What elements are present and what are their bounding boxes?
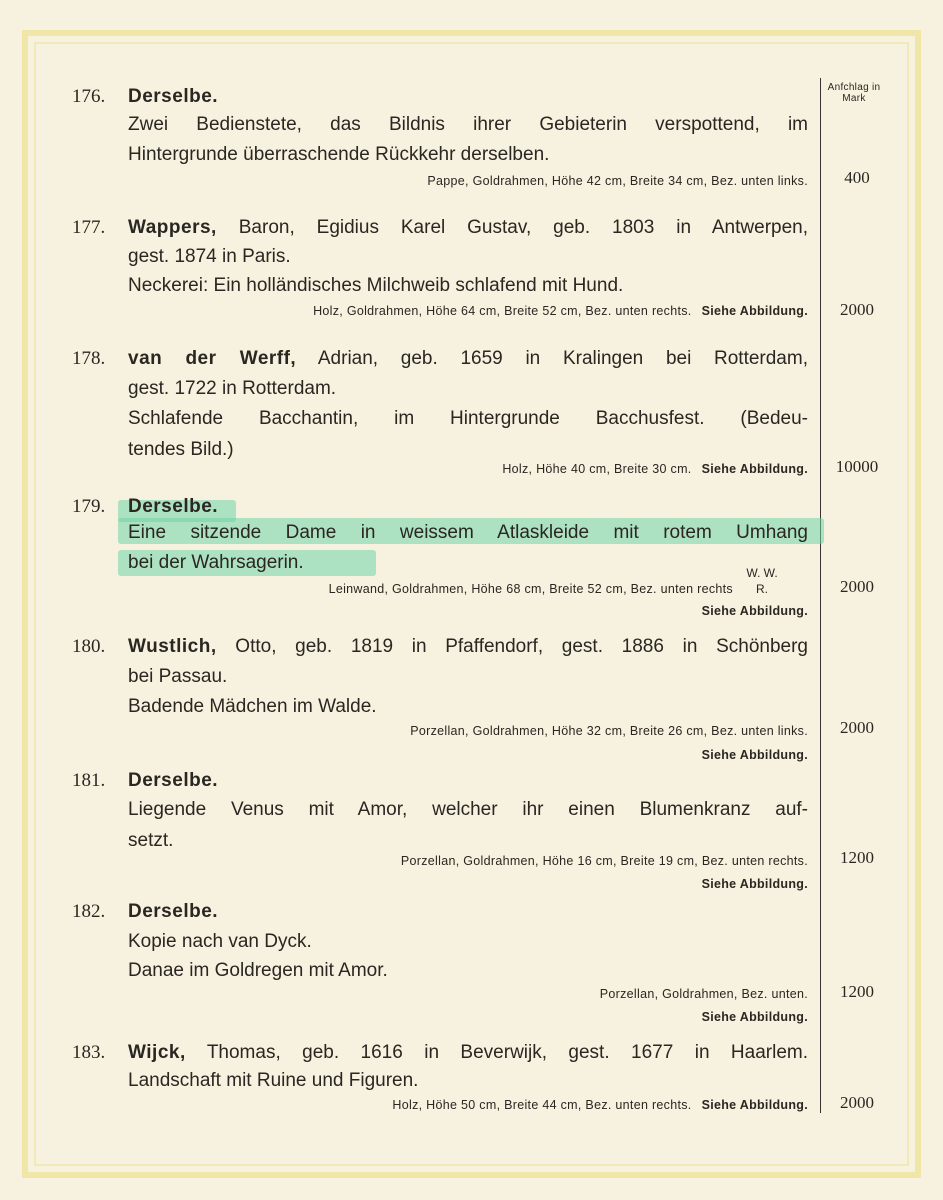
- artist-biography: Otto, geb. 1819 in Pfaffendorf, gest. 1886 in Schönberg: [216, 636, 808, 657]
- entry-number: 181.: [72, 770, 106, 791]
- artist-name: Derselbe.: [128, 770, 219, 791]
- entry-number: 179.: [72, 496, 106, 517]
- entry-description-line: Liegende Venus mit Amor, welcher ihr einen Blumenkranz auf-: [128, 799, 808, 820]
- entry-number: 183.: [72, 1042, 106, 1063]
- entry-number: 177.: [72, 217, 106, 238]
- monogram-bottom: R.: [756, 582, 768, 596]
- details-text: Porzellan, Goldrahmen, Bez. unten.: [599, 987, 808, 1001]
- entry-heading: [128, 213, 808, 243]
- entry-description-line: Danae im Goldregen mit Amor.: [128, 960, 388, 981]
- entry-details: [392, 1094, 808, 1116]
- entry-details: [427, 170, 808, 192]
- entry-price: 2000: [840, 1093, 874, 1112]
- artist-name: Wappers,: [128, 217, 217, 238]
- see-illustration-note: Siehe Abbildung.: [701, 462, 808, 476]
- artist-biography: Adrian, geb. 1659 in Kralingen bei Rotterdam,: [296, 348, 808, 369]
- see-illustration-note: Siehe Abbildung.: [701, 877, 808, 891]
- entry-number: 176.: [72, 86, 106, 107]
- entry-description-line: Hintergrunde überraschende Rückkehr derselben.: [128, 144, 550, 165]
- entry-description-line: gest. 1722 in Rotterdam.: [128, 378, 337, 399]
- entry-heading: [128, 344, 808, 374]
- entry-description-line: tendes Bild.): [128, 439, 234, 460]
- entry-price: 2000: [840, 300, 874, 319]
- entry-description-line: Zwei Bedienstete, das Bildnis ihrer Gebieterin verspottend, im: [128, 114, 808, 135]
- entry-description-line: bei der Wahrsagerin.: [128, 552, 304, 573]
- artist-biography: Thomas, geb. 1616 in Beverwijk, gest. 1677 in Haarlem.: [185, 1042, 808, 1063]
- artist-name: Derselbe.: [128, 496, 219, 517]
- entry-heading: [128, 1038, 808, 1068]
- see-illustration-note: Siehe Abbildung.: [701, 304, 808, 318]
- artist-name: Wijck,: [128, 1042, 186, 1063]
- entry-price: 400: [844, 168, 870, 187]
- entry-details: [329, 578, 733, 600]
- artist-name: Derselbe.: [128, 901, 219, 922]
- entry-price: 10000: [835, 457, 879, 476]
- entry-number: 180.: [72, 636, 106, 657]
- entry-details: [410, 720, 808, 742]
- artist-biography: Baron, Egidius Karel Gustav, geb. 1803 in Antwerpen,: [216, 217, 808, 238]
- artist-name: van der Werff,: [128, 348, 297, 369]
- details-text: Porzellan, Goldrahmen, Höhe 16 cm, Breite 19 cm, Bez. unten rechts.: [400, 854, 808, 868]
- entry-price: 2000: [840, 577, 874, 596]
- entry-number: 182.: [72, 901, 106, 922]
- entry-heading: [128, 82, 808, 112]
- entry-price: 1200: [840, 848, 874, 867]
- entry-heading: [128, 632, 808, 662]
- entry-details: [600, 983, 808, 1005]
- see-illustration-note: Siehe Abbildung.: [701, 1010, 808, 1024]
- artist-name: Wustlich,: [128, 636, 217, 657]
- entry-price: 1200: [840, 982, 874, 1001]
- entry-description-line: bei Passau.: [128, 666, 228, 687]
- entry-number: 178.: [72, 348, 106, 369]
- entry-description-line: Badende Mädchen im Walde.: [128, 696, 377, 717]
- price-column-header: Anfchlag in Mark: [827, 82, 881, 104]
- entry-description-line: Landschaft mit Ruine und Figuren.: [128, 1070, 419, 1091]
- entry-details: [401, 850, 808, 872]
- entry-description-line: gest. 1874 in Paris.: [128, 246, 291, 267]
- details-text: Holz, Höhe 40 cm, Breite 30 cm.: [502, 462, 692, 476]
- see-illustration-note: Siehe Abbildung.: [701, 604, 808, 618]
- entry-description-line: Kopie nach van Dyck.: [128, 931, 312, 952]
- entry-heading: [128, 766, 808, 796]
- entry-heading: [128, 897, 808, 927]
- see-illustration-note: Siehe Abbildung.: [701, 1098, 808, 1112]
- details-text: Porzellan, Goldrahmen, Höhe 32 cm, Breite 26 cm, Bez. unten links.: [410, 724, 808, 738]
- details-text: Pappe, Goldrahmen, Höhe 42 cm, Breite 34 cm, Bez. unten links.: [427, 174, 808, 188]
- entry-details: [502, 458, 808, 480]
- entry-description-line: Eine sitzende Dame in weissem Atlaskleide mit rotem Umhang: [128, 522, 808, 543]
- entry-description-line: Neckerei: Ein holländisches Milchweib schlafend mit Hund.: [128, 275, 624, 296]
- signature-monogram: [742, 565, 782, 597]
- details-text: Holz, Höhe 50 cm, Breite 44 cm, Bez. unten rechts.: [392, 1098, 692, 1112]
- details-text: Leinwand, Goldrahmen, Höhe 68 cm, Breite 52 cm, Bez. unten rechts: [328, 582, 733, 596]
- monogram-top: W. W.: [746, 566, 778, 580]
- entry-description-line: setzt.: [128, 830, 174, 851]
- entry-description-line: Schlafende Bacchantin, im Hintergrunde Bacchusfest. (Bedeu-: [128, 408, 808, 429]
- entry-details: [313, 300, 808, 322]
- details-text: Holz, Goldrahmen, Höhe 64 cm, Breite 52 cm, Bez. unten rechts.: [313, 304, 692, 318]
- price-column-rule: [820, 78, 821, 1113]
- see-illustration-note: Siehe Abbildung.: [701, 748, 808, 762]
- artist-name: Derselbe.: [128, 86, 219, 107]
- entry-price: 2000: [840, 718, 874, 737]
